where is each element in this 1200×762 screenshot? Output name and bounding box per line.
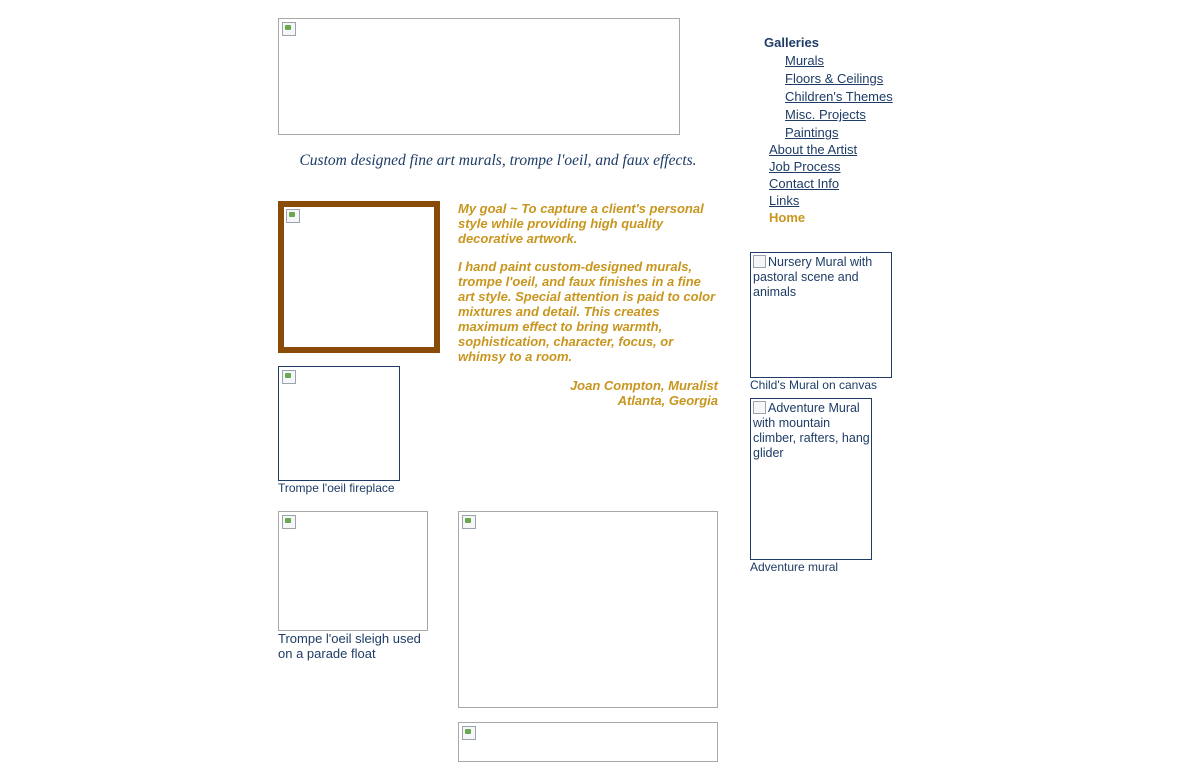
bottom-project-image (458, 722, 718, 762)
nursery-alt-label: Nursery Mural with pastoral scene and animals (753, 255, 873, 299)
adventure-mural-thumbnail-link[interactable] (750, 398, 872, 560)
broken-image-icon (462, 726, 476, 740)
broken-image-icon (286, 209, 300, 223)
galleries-heading (764, 34, 819, 51)
nav-murals-link[interactable]: Murals (785, 53, 825, 68)
broken-image-icon (282, 515, 296, 529)
broken-image-icon (282, 370, 296, 384)
nav-misc-projects-link[interactable]: Misc. Projects (785, 107, 866, 122)
fireplace-thumbnail-link[interactable] (278, 366, 400, 481)
nursery-alt-text (753, 255, 891, 300)
galleries-label: Galleries (764, 35, 819, 50)
adventure-alt-label: Adventure Mural with mountain climber, rafters, hang glider (753, 401, 870, 460)
nav-paintings-link[interactable]: Paintings (785, 125, 839, 140)
broken-image-icon (753, 255, 766, 268)
intro-body-text: I hand paint custom-designed murals, trompe l'oeil, and faux finishes in a fine art style. Special attention is paid to color mixtures and detail. This creates maximum effect to bring warmth, sophistication, character, focus, or whimsy to a room. (458, 259, 716, 364)
featured-framed-image (278, 201, 440, 353)
tagline: Custom designed fine art murals, trompe l'oeil, and faux effects. (299, 152, 697, 169)
broken-image-icon (462, 515, 476, 529)
large-project-image (458, 511, 718, 708)
main-nav (769, 141, 857, 226)
nav-links-link[interactable]: Links (769, 193, 800, 208)
nav-floors-ceilings-link[interactable]: Floors & Ceilings (785, 71, 884, 86)
nav-childrens-themes-link[interactable]: Children's Themes (785, 89, 893, 104)
fireplace-caption: Trompe l'oeil fireplace (278, 481, 395, 495)
gallery-submenu (785, 52, 893, 141)
adventure-alt-text (753, 401, 871, 461)
goal-text: My goal ~ To capture a client's personal style while providing high quality decorative artwork. (458, 201, 704, 246)
nursery-mural-thumbnail-link[interactable] (750, 252, 892, 378)
signature-place: Atlanta, Georgia (617, 393, 718, 408)
header-banner-image (278, 18, 680, 135)
sleigh-thumbnail-link[interactable] (278, 511, 428, 631)
nav-contact-info-link[interactable]: Contact Info (769, 176, 840, 191)
nav-about-artist-link[interactable]: About the Artist (769, 142, 858, 157)
sleigh-caption: Trompe l'oeil sleigh used on a parade float (278, 631, 421, 661)
broken-image-icon (753, 401, 766, 414)
childs-mural-caption: Child's Mural on canvas (750, 378, 878, 392)
signature (458, 378, 718, 408)
signature-name: Joan Compton, Muralist (569, 378, 718, 393)
broken-image-icon (282, 22, 296, 36)
nav-home-current: Home (769, 210, 806, 225)
nav-job-process-link[interactable]: Job Process (769, 159, 841, 174)
adventure-caption: Adventure mural (750, 560, 839, 574)
